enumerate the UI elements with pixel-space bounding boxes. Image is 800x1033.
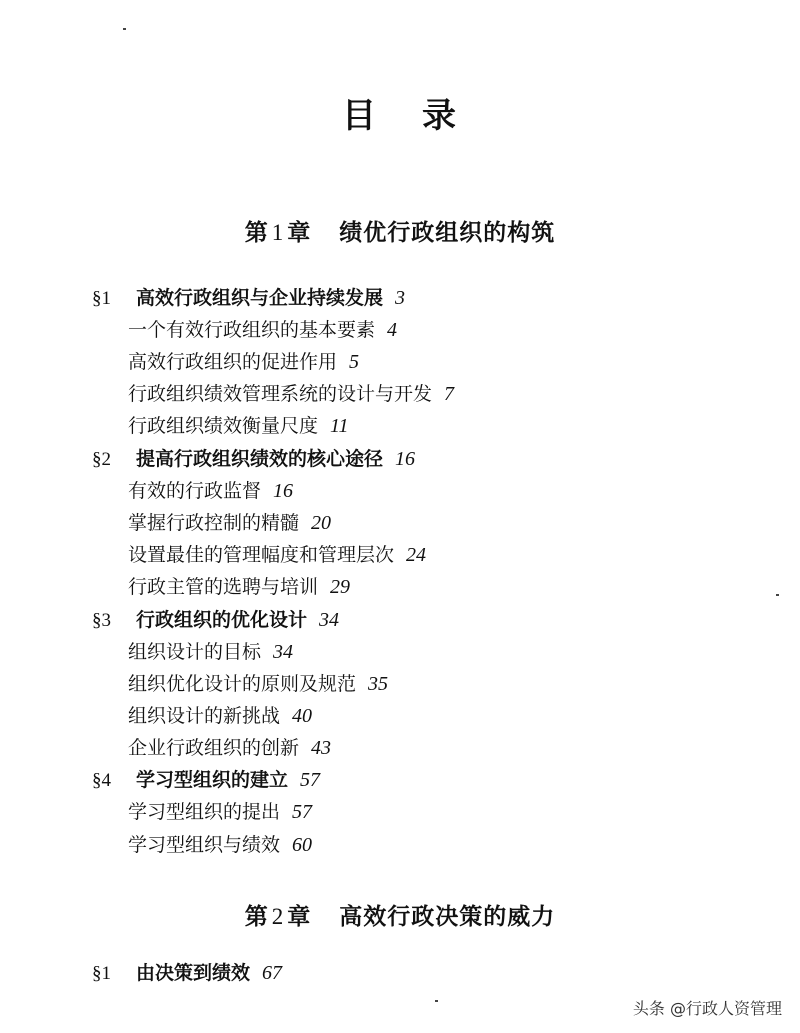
subsection-entry[interactable]: 行政主管的选聘与培训 29 [128, 576, 351, 598]
subsection-entry[interactable]: 高效行政组织的促进作用 5 [128, 351, 360, 373]
subsection-entry[interactable]: 企业行政组织的创新 43 [128, 737, 332, 759]
subsection-entry[interactable]: 设置最佳的管理幅度和管理层次 24 [128, 544, 427, 566]
chapter-title: 绩优行政组织的构筑 [339, 220, 556, 246]
scan-speck [123, 28, 126, 30]
watermark: 头条 @行政人资管理 [632, 999, 782, 1018]
page-title-char: 目 [342, 96, 378, 136]
chapter-number: 第 1 章 [244, 220, 312, 246]
chapter-title: 高效行政决策的威力 [339, 904, 556, 930]
section-entry[interactable]: §3 行政组织的优化设计 34 [92, 609, 340, 631]
subsection-entry[interactable]: 有效的行政监督 16 [128, 480, 294, 502]
chapter-number: 第 2 章 [244, 904, 312, 930]
page-title [0, 88, 800, 137]
subsection-entry[interactable]: 学习型组织与绩效 60 [128, 834, 313, 856]
section-entry[interactable]: §2 提高行政组织绩效的核心途径 16 [92, 448, 416, 470]
subsection-entry[interactable]: 行政组织绩效管理系统的设计与开发 7 [128, 383, 455, 405]
page-title-char: 录 [422, 96, 458, 136]
subsection-entry[interactable]: 掌握行政控制的精髓 20 [128, 512, 332, 534]
subsection-entry[interactable]: 一个有效行政组织的基本要素 4 [128, 319, 398, 341]
chapter-heading-1 [0, 214, 800, 247]
chapter-heading-2 [0, 898, 800, 931]
subsection-entry[interactable]: 学习型组织的提出 57 [128, 801, 313, 823]
subsection-entry[interactable]: 组织设计的新挑战 40 [128, 705, 313, 727]
subsection-entry[interactable]: 组织设计的目标 34 [128, 641, 294, 663]
subsection-entry[interactable]: 行政组织绩效衡量尺度 11 [128, 415, 349, 437]
subsection-entry[interactable]: 组织优化设计的原则及规范 35 [128, 673, 389, 695]
scan-speck [435, 1000, 438, 1002]
section-entry[interactable]: §1 由决策到绩效 67 [92, 962, 283, 984]
section-entry[interactable]: §1 高效行政组织与企业持续发展 3 [92, 287, 406, 309]
section-entry[interactable]: §4 学习型组织的建立 57 [92, 769, 321, 791]
scan-speck [776, 594, 779, 596]
